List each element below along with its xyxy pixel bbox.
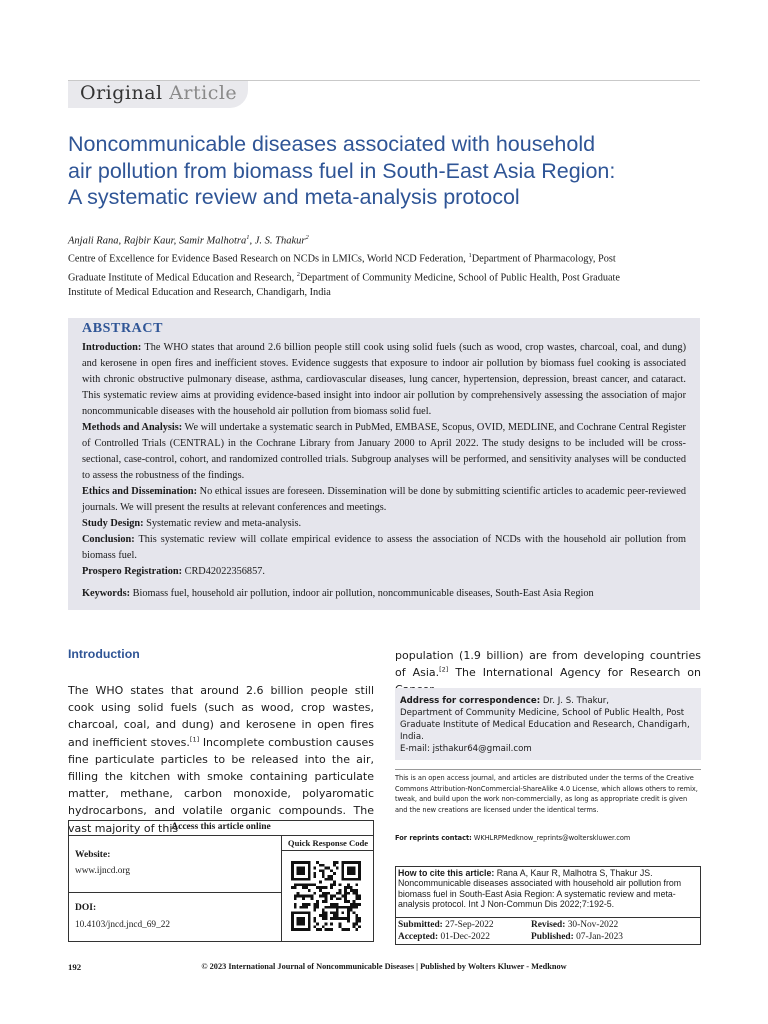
abstract-conclusion (82, 532, 686, 564)
qr-code-image (291, 860, 361, 932)
author-list (68, 234, 309, 247)
doi-link[interactable]: 10.4103/jncd.jncd_69_22 (75, 920, 171, 930)
reference-link[interactable]: [2] (439, 665, 449, 674)
access-divider (68, 892, 281, 893)
section-label (80, 82, 237, 104)
abstract-label: Prospero Registration: (82, 566, 182, 577)
author-superscript: 2 (305, 234, 309, 241)
abstract-keywords (82, 586, 686, 602)
reprints-label: For reprints contact: (395, 834, 472, 842)
introduction-paragraph (68, 682, 374, 837)
website-label: Website: (75, 850, 111, 860)
citation-body: Rana A, Kaur R, Malhotra S, Thakur JS. Noncommunicable diseases associated with household air pollution from biomass fuel in South-East Asia Region: A systematic review and meta-analysis protocol. Int J Non-Commun Dis 2022;7:192-5. (398, 868, 682, 910)
correspondence-label: Address for correspondence: (400, 696, 541, 706)
abstract-text: Biomass fuel, household air pollution, indoor air pollution, noncommunicable diseases, South-East Asia Region (130, 588, 594, 599)
affiliation-text: Department of Community Medicine, School of Public Health, Post Graduate (299, 272, 620, 284)
section-label-word2: Article (169, 82, 238, 104)
access-heading: Access this article online (68, 820, 374, 836)
abstract-text: No ethical issues are foreseen. Dissemination will be done by submitting scientific articles to academic peer-reviewed journals. We will present the results at relevant conferences and meetings. (82, 486, 686, 513)
submitted-label: Submitted: (398, 920, 443, 930)
correspondence-name: Dr. J. S. Thakur, (540, 696, 610, 706)
website-link[interactable]: www.ijncd.org (75, 866, 131, 876)
affiliation-text: Centre of Excellence for Evidence Based Research on NCDs in LMICs, World NCD Federation, (68, 253, 469, 265)
abstract-label: Keywords: (82, 588, 131, 599)
divider (395, 769, 701, 770)
revised-label: Revised: (531, 920, 566, 930)
published-date (531, 932, 623, 942)
revised-value: 30-Nov-2022 (565, 920, 619, 930)
abstract-methods (82, 420, 686, 484)
access-divider (281, 836, 282, 942)
license-text: This is an open access journal, and articles are distributed under the terms of the Creative Commons Attribution-NonCommercial-ShareAlike 4.0 License, which allows others to remix, tweak, and build upon the work non-commercially, as long as appropriate credit is given and the new creations are licensed under the identical terms. (395, 774, 698, 814)
abstract-label: Study Design: (82, 518, 144, 529)
abstract-introduction (82, 340, 686, 420)
reference-link[interactable]: [1] (189, 734, 200, 743)
introduction-text: Incomplete combustion causes fine particulate particles to be released into the air, filling the kitchen with smoke containing particulate matter, methane, carbon monoxide, polyaromatic hydrocarbons, and volatile organic compounds. The vast majority of this (68, 735, 374, 835)
introduction-text: The International Agency for Research on (455, 666, 701, 680)
correspondence-line: India. (400, 732, 424, 743)
author-superscript: 1 (246, 234, 250, 241)
page-number: 192 (68, 962, 82, 972)
reprints-email[interactable]: WKHLRPMedknow_reprints@wolterskluwer.com (471, 834, 631, 842)
revised-date (531, 920, 618, 930)
affiliation-text: Department of Pharmacology, Post (471, 253, 616, 265)
section-label-word1: Original (80, 82, 163, 104)
affiliation-superscript: 2 (296, 270, 300, 278)
submitted-date (398, 920, 494, 930)
abstract-text: We will undertake a systematic search in PubMed, EMBASE, Scopus, OVID, MEDLINE, and Cochrane Central Register of Controlled Trials (CENTRAL) in the Cochrane Library from January 2000 to April 2022. The study designs to be included will be cross-sectional, case-control, cohort, and randomized controlled trials. Subgroup analyses will be performed, and sensitivity analyses will be conducted to assess the robustness of the findings. (82, 422, 686, 481)
affiliation-text: Graduate Institute of Medical Education and Research, (68, 272, 297, 284)
qr-heading: Quick Response Code (282, 836, 374, 851)
abstract-heading: ABSTRACT (82, 321, 164, 336)
doi-label: DOI: (75, 903, 97, 913)
affiliation-text: Institute of Medical Education and Research, Chandigarh, India (68, 287, 331, 299)
title-line: air pollution from biomass fuel in South-East Asia Region: (68, 158, 616, 183)
correspondence-email[interactable]: E-mail: jsthakur64@gmail.com (400, 744, 532, 755)
affiliation-superscript: 1 (468, 252, 472, 259)
abstract-text: Systematic review and meta-analysis. (143, 518, 302, 529)
accepted-value: 01-Dec-2022 (438, 932, 490, 942)
citation-label: How to cite this article: (398, 868, 495, 878)
accepted-date (398, 932, 490, 942)
abstract-text: CRD42022356857. (182, 566, 265, 577)
footer-text: © 2023 International Journal of Noncommunicable Diseases | Published by Wolters Kluwer - Medknow (201, 962, 567, 971)
reprints-contact (395, 834, 630, 842)
published-value: 07-Jan-2023 (573, 932, 623, 942)
abstract-text: The WHO states that around 2.6 billion people still cook using solid fuels (such as wood, crop wastes, charcoal, coal, and dung) and kerosene in open fires and inefficient stoves. Evidence suggests that exposure to indoor air pollution by biomass fuel cooking is associated with chronic obstructive pulmonary disease, asthma, cardiovascular diseases, lung cancer, hypertension, depression, breast cancer, and cataract. This systematic review aims at providing evidence-based insight into indoor air pollution by comprehensively assessing the association of major noncommunicable diseases with the household air pollution from biomass solid fuel. (82, 342, 686, 417)
introduction-text: population (1.9 billion) are from developing countries of Asia. (395, 649, 701, 680)
correspondence-line: Graduate Institute of Medical Education and Research, Chandigarh, (400, 720, 690, 731)
abstract-label: Introduction: (82, 342, 142, 353)
correspondence-line: Department of Community Medicine, School of Public Health, Post (400, 708, 685, 719)
author-names: Anjali Rana, Rajbir Kaur, Samir Malhotra (68, 235, 247, 247)
citation-divider (395, 917, 701, 918)
article-title (68, 131, 708, 211)
qr-code[interactable] (291, 860, 361, 936)
abstract-label: Methods and Analysis: (82, 422, 183, 433)
accepted-label: Accepted: (398, 932, 439, 942)
abstract-text: This systematic review will collate empirical evidence to assess the association of NCDs with the household air pollution from biomass fuel. (82, 534, 686, 561)
title-line: A systematic review and meta-analysis protocol (68, 185, 520, 209)
abstract-body (82, 340, 686, 602)
published-label: Published: (531, 932, 574, 942)
author-names-tail: , J. S. Thakur (249, 235, 306, 247)
introduction-heading: Introduction (68, 647, 140, 661)
abstract-prospero (82, 564, 686, 580)
abstract-design (82, 516, 686, 532)
citation-text (398, 868, 700, 910)
affiliations (68, 248, 708, 300)
introduction-text: The WHO states that around 2.6 billion people still cook using solid fuels (such as wood, crop wastes, charcoal, coal, and dung) and kerosene in open fires and inefficient stoves. (68, 684, 374, 749)
correspondence-text (400, 695, 698, 755)
submitted-value: 27-Sep-2022 (442, 920, 494, 930)
abstract-label: Ethics and Dissemination: (82, 486, 198, 497)
title-line: Noncommunicable diseases associated with household (68, 132, 596, 156)
abstract-ethics (82, 484, 686, 516)
abstract-label: Conclusion: (82, 534, 135, 545)
